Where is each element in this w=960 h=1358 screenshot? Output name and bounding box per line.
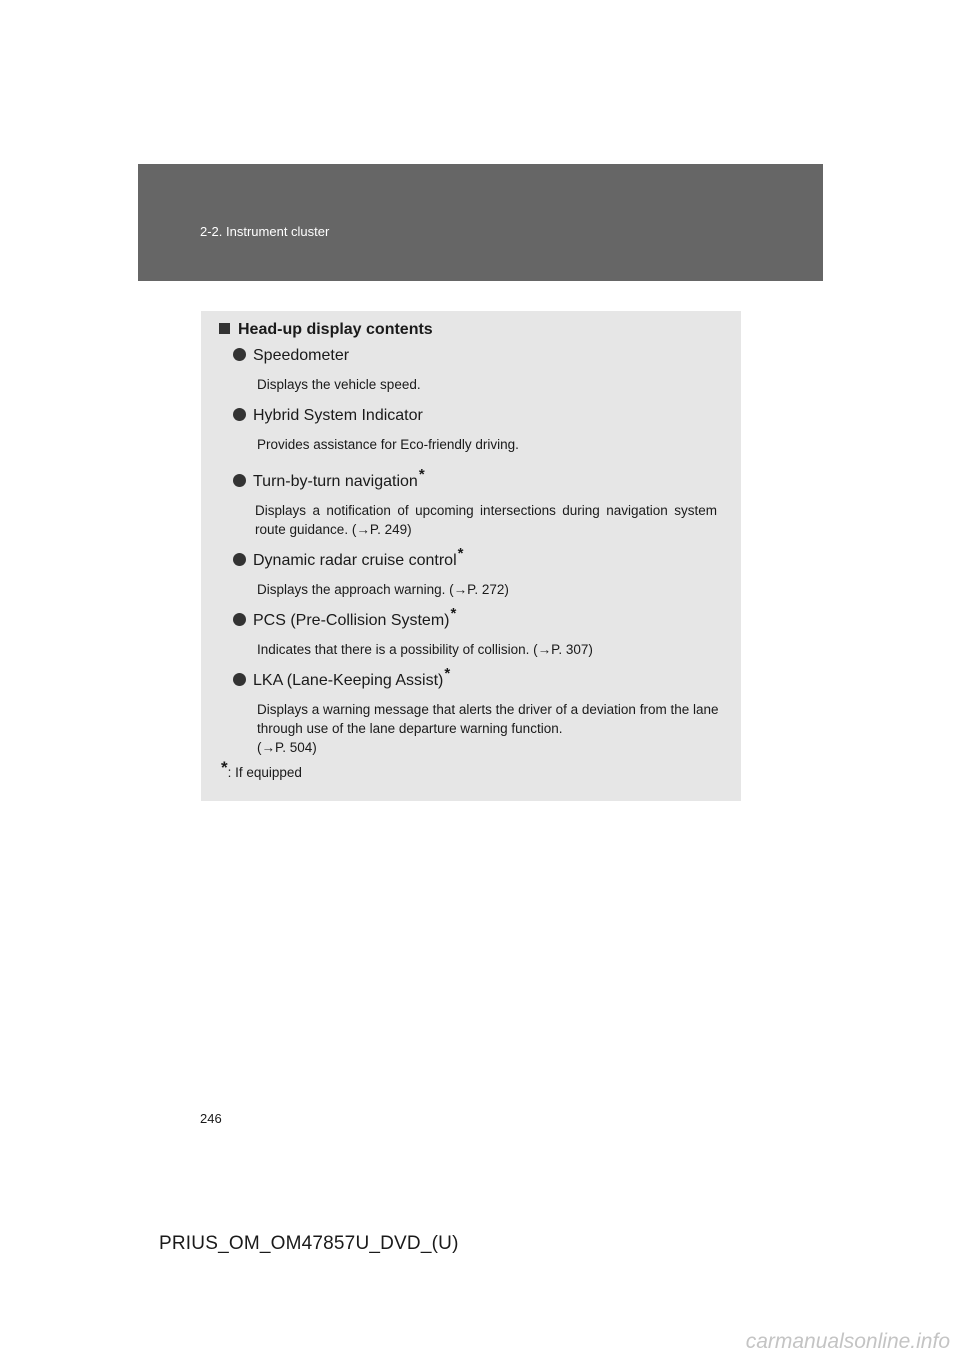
item-title-text: Dynamic radar cruise control — [253, 552, 457, 569]
item-description: Displays the vehicle speed. — [257, 377, 421, 392]
round-bullet-icon — [233, 553, 246, 566]
list-item-pcs — [233, 604, 723, 659]
item-title — [233, 346, 723, 366]
item-title-text: Speedometer — [253, 347, 350, 364]
list-item-lka — [233, 664, 723, 757]
item-description: Indicates that there is a possibility of collision. (→P. 307) — [257, 642, 593, 657]
item-description-line: Displays a warning message that alerts the driver of a deviation from the lane through use of the lane departure warning function. — [257, 702, 719, 736]
round-bullet-icon — [233, 474, 246, 487]
footnote-text: : If equipped — [227, 765, 302, 780]
asterisk-icon: * — [444, 665, 451, 682]
round-bullet-icon — [233, 673, 246, 686]
watermark: carmanualsonline.info — [745, 1330, 950, 1353]
item-description: Provides assistance for Eco-friendly driving. — [257, 437, 519, 452]
item-title — [233, 544, 723, 571]
item-title-text: LKA (Lane-Keeping Assist) — [253, 672, 444, 689]
item-description — [257, 700, 723, 757]
document-code: PRIUS_OM_OM47857U_DVD_(U) — [159, 1233, 459, 1254]
asterisk-icon: * — [450, 605, 457, 622]
item-description-ref: (→P. 504) — [257, 740, 317, 755]
info-box — [201, 311, 741, 801]
header-band — [138, 164, 823, 281]
round-bullet-icon — [233, 613, 246, 626]
asterisk-icon: * — [221, 758, 228, 777]
item-title-text: PCS (Pre-Collision System) — [253, 612, 450, 629]
item-title — [233, 664, 723, 691]
round-bullet-icon — [233, 408, 246, 421]
box-heading-text: Head-up display contents — [238, 321, 433, 338]
item-title — [233, 604, 723, 631]
footnote — [221, 758, 302, 780]
list-item-turn-by-turn-navigation — [233, 465, 723, 539]
page-number: 246 — [200, 1111, 222, 1126]
list-item-dynamic-radar-cruise-control — [233, 544, 723, 599]
asterisk-icon: * — [457, 545, 464, 562]
round-bullet-icon — [233, 348, 246, 361]
item-description: Displays the approach warning. (→P. 272) — [257, 582, 509, 597]
list-item-hybrid-system-indicator — [233, 406, 723, 454]
item-title-text: Turn-by-turn navigation — [253, 473, 418, 490]
section-label: 2-2. Instrument cluster — [200, 224, 330, 239]
box-heading — [219, 321, 433, 339]
list-item-speedometer — [233, 346, 723, 394]
item-description: Displays a notification of upcoming intersections during navigation system route guidance. (→P. 249) — [255, 503, 717, 537]
item-title — [233, 465, 723, 492]
square-bullet-icon — [219, 323, 230, 334]
item-title — [233, 406, 723, 426]
asterisk-icon: * — [418, 466, 425, 483]
item-title-text: Hybrid System Indicator — [253, 407, 423, 424]
